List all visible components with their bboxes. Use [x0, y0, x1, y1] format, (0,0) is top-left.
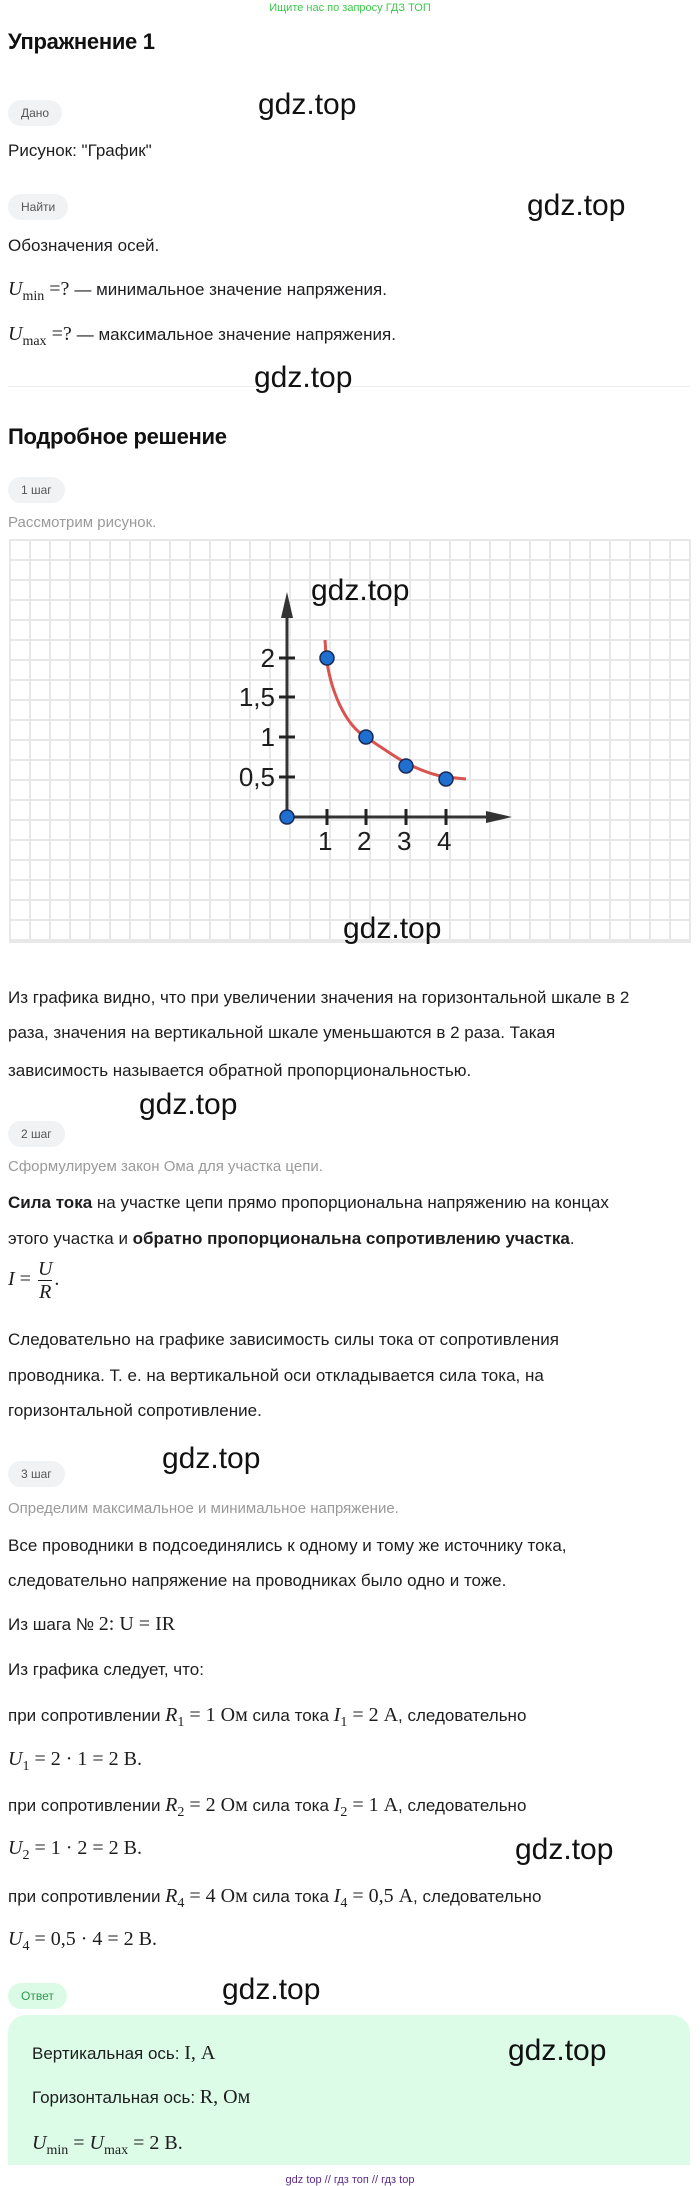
- y-tick-1-5: 1,5: [238, 682, 275, 712]
- y-axis-arrow-icon: [281, 592, 293, 618]
- case-1-result: $U_1 = 2 \cdot 1 = 2$ В.: [8, 1748, 143, 1774]
- case-4-result: $U_4 = 0,5 \cdot 4 = 2$ В.: [8, 1928, 158, 1954]
- step2-paragraph-line1: Следовательно на графике зависимость силы тока от сопротивления: [8, 1330, 559, 1349]
- step2-paragraph-line2: проводника. Т. е. на вертикальной оси откладывается сила тока, на: [8, 1366, 544, 1385]
- watermark: gdz.top: [254, 361, 353, 394]
- step1-paragraph-line2: раза, значения на вертикальной шкале уменьшаются в 2 раза. Такая: [8, 1023, 556, 1042]
- y-tick-1: 1: [260, 722, 275, 752]
- watermark: gdz.top: [508, 2034, 607, 2067]
- step1-paragraph-line1: Из графика видно, что при увеличении значения на горизонтальной шкале в 2: [8, 988, 630, 1007]
- ohm-law-formula: I = $\frac{U}{R}$ .: [8, 1258, 60, 1303]
- find-line-umin: $U_{min}$ =? — минимальное значение напряжения.: [8, 278, 387, 304]
- watermark: gdz.top: [258, 88, 357, 121]
- x-tick-3: 3: [397, 826, 412, 856]
- find-badge: Найти: [8, 194, 68, 220]
- answer-result: $U_{min} = U_{max} = 2$ В.: [32, 2132, 183, 2158]
- graph-plot: [0, 0, 700, 1000]
- y-tick-2: 2: [260, 643, 275, 673]
- x-tick-1: 1: [318, 826, 333, 856]
- watermark: gdz.top: [162, 1442, 261, 1475]
- watermark: gdz.top: [527, 189, 626, 222]
- answer-vertical-axis: Вертикальная ось: I, А: [32, 2042, 216, 2064]
- find-line-axes: Обозначения осей.: [8, 236, 160, 255]
- watermark: gdz.top: [311, 574, 410, 607]
- y-tick-0-5: 0,5: [238, 762, 275, 792]
- from-step-line: Из шага № 2: U = IR: [8, 1613, 176, 1635]
- watermark: gdz.top: [343, 912, 442, 945]
- answer-badge: Ответ: [8, 1983, 67, 2009]
- solution-title: Подробное решение: [8, 424, 227, 449]
- x-axis-arrow-icon: [486, 811, 512, 823]
- x-tick-2: 2: [357, 826, 372, 856]
- footer-links[interactable]: gdz top // гдз топ // гдз top: [285, 2174, 415, 2186]
- data-points: [280, 651, 453, 824]
- step2-hint: Сформулируем закон Ома для участка цепи.: [8, 1158, 323, 1175]
- step1-badge: 1 шаг: [8, 477, 65, 503]
- watermark: gdz.top: [222, 1973, 321, 2006]
- ohm-law-line2: этого участка и обратно пропорциональна сопротивлению участка.: [8, 1229, 575, 1248]
- step1-paragraph-line3: зависимость называется обратной пропорциональностью.: [8, 1061, 472, 1080]
- search-banner: Ищите нас по запросу ГДЗ ТОП: [269, 2, 431, 14]
- given-text: Рисунок: "График": [8, 141, 152, 160]
- x-tick-4: 4: [437, 826, 452, 856]
- step3-paragraph-line1: Все проводники в подсоединялись к одному и тому же источнику тока,: [8, 1536, 567, 1555]
- ohm-law-line1: Сила тока на участке цепи прямо пропорциональна напряжению на концах: [8, 1193, 609, 1212]
- watermark: gdz.top: [139, 1088, 238, 1121]
- case-2-result: $U_2 = 1 \cdot 2 = 2$ В.: [8, 1837, 143, 1863]
- hyperbola-curve: [325, 640, 466, 779]
- from-graph-line: Из графика следует, что:: [8, 1660, 204, 1679]
- given-badge: Дано: [8, 100, 62, 126]
- step2-badge: 2 шаг: [8, 1121, 65, 1147]
- answer-horizontal-axis: Горизонтальная ось: R, Ом: [32, 2086, 251, 2108]
- step2-paragraph-line3: горизонтальной сопротивление.: [8, 1401, 262, 1420]
- case-4-line: при сопротивлении $R_4 = 4$ Ом сила тока $I_4 = 0,5$ А, следовательно: [8, 1885, 542, 1911]
- step3-paragraph-line2: следовательно напряжение на проводниках было одно и тоже.: [8, 1571, 507, 1590]
- find-line-umax: $U_{max}$ =? — максимальное значение напряжения.: [8, 323, 396, 349]
- case-1-line: при сопротивлении $R_1 = 1$ Ом сила тока $I_1 = 2$ А, следовательно: [8, 1704, 527, 1730]
- step3-badge: 3 шаг: [8, 1461, 65, 1487]
- step1-hint: Рассмотрим рисунок.: [8, 514, 157, 531]
- exercise-title: Упражнение 1: [8, 29, 155, 54]
- step3-hint: Определим максимальное и минимальное напряжение.: [8, 1500, 399, 1517]
- watermark: gdz.top: [515, 1833, 614, 1866]
- case-2-line: при сопротивлении $R_2 = 2$ Ом сила тока $I_2 = 1$ А, следовательно: [8, 1794, 527, 1820]
